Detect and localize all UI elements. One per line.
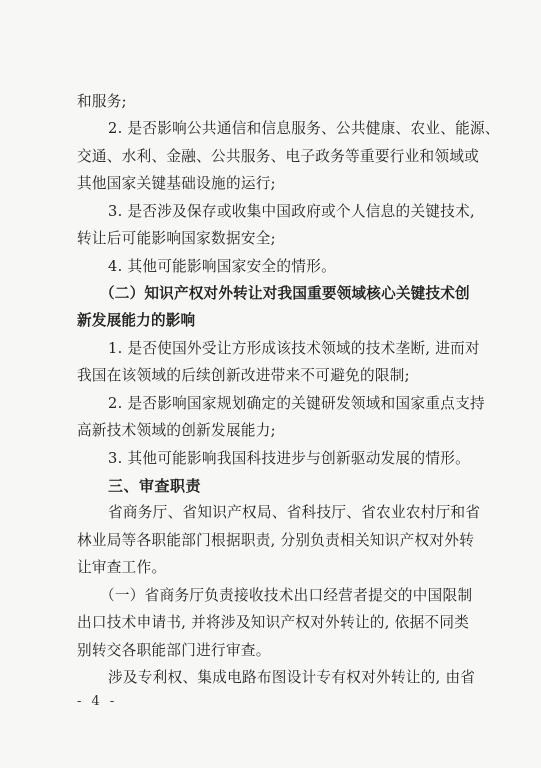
- text-line: 3. 其他可能影响我国科技进步与创新驱动发展的情形。: [108, 450, 471, 467]
- section-heading: 三、审查职责: [108, 477, 202, 495]
- section-subheading: （二）知识产权对外转让对我国重要领域核心关键技术创: [100, 285, 470, 302]
- text-line: （一）省商务厅负责接收技术出口经营者提交的中国限制: [100, 587, 473, 604]
- text-line: 交通、水利、金融、公共服务、电子政务等重要行业和领域或: [77, 148, 480, 165]
- text-line: 高新技术领域的创新发展能力;: [77, 422, 276, 439]
- text-line: 出口技术申请书, 并将涉及知识产权对外转让的, 依据不同类: [77, 614, 470, 631]
- text-line: 转让后可能影响国家数据安全;: [77, 230, 276, 247]
- page-number: - 4 -: [77, 694, 118, 709]
- text-line: 我国在该领域的后续创新改进带来不可避免的限制;: [77, 367, 410, 384]
- text-line: 1. 是否使国外受让方形成该技术领域的技术垄断, 进而对: [108, 340, 480, 357]
- text-line: 涉及专利权、集成电路布图设计专有权对外转让的, 由省: [108, 669, 476, 686]
- text-line: 2. 是否影响国家规划确定的关键研发领域和国家重点支持: [108, 395, 485, 412]
- text-line: 和服务;: [77, 93, 127, 110]
- text-line: 林业局等各职能部门根据职责, 分别负责相关知识产权对外转: [77, 532, 475, 549]
- text-line: 让审查工作。: [77, 559, 167, 576]
- text-line: 别转交各职能部门进行审查。: [77, 642, 271, 659]
- text-line: 2. 是否影响公共通信和信息服务、公共健康、农业、能源、: [108, 120, 500, 137]
- text-line: 3. 是否涉及保存或收集中国政府或个人信息的关键技术,: [108, 203, 475, 220]
- text-line: 4. 其他可能影响国家安全的情形。: [108, 258, 336, 275]
- text-line: 其他国家关键基础设施的运行;: [77, 175, 276, 192]
- section-subheading: 新发展能力的影响: [77, 312, 196, 329]
- text-line: 省商务厅、省知识产权局、省科技厅、省农业农村厅和省: [108, 504, 481, 521]
